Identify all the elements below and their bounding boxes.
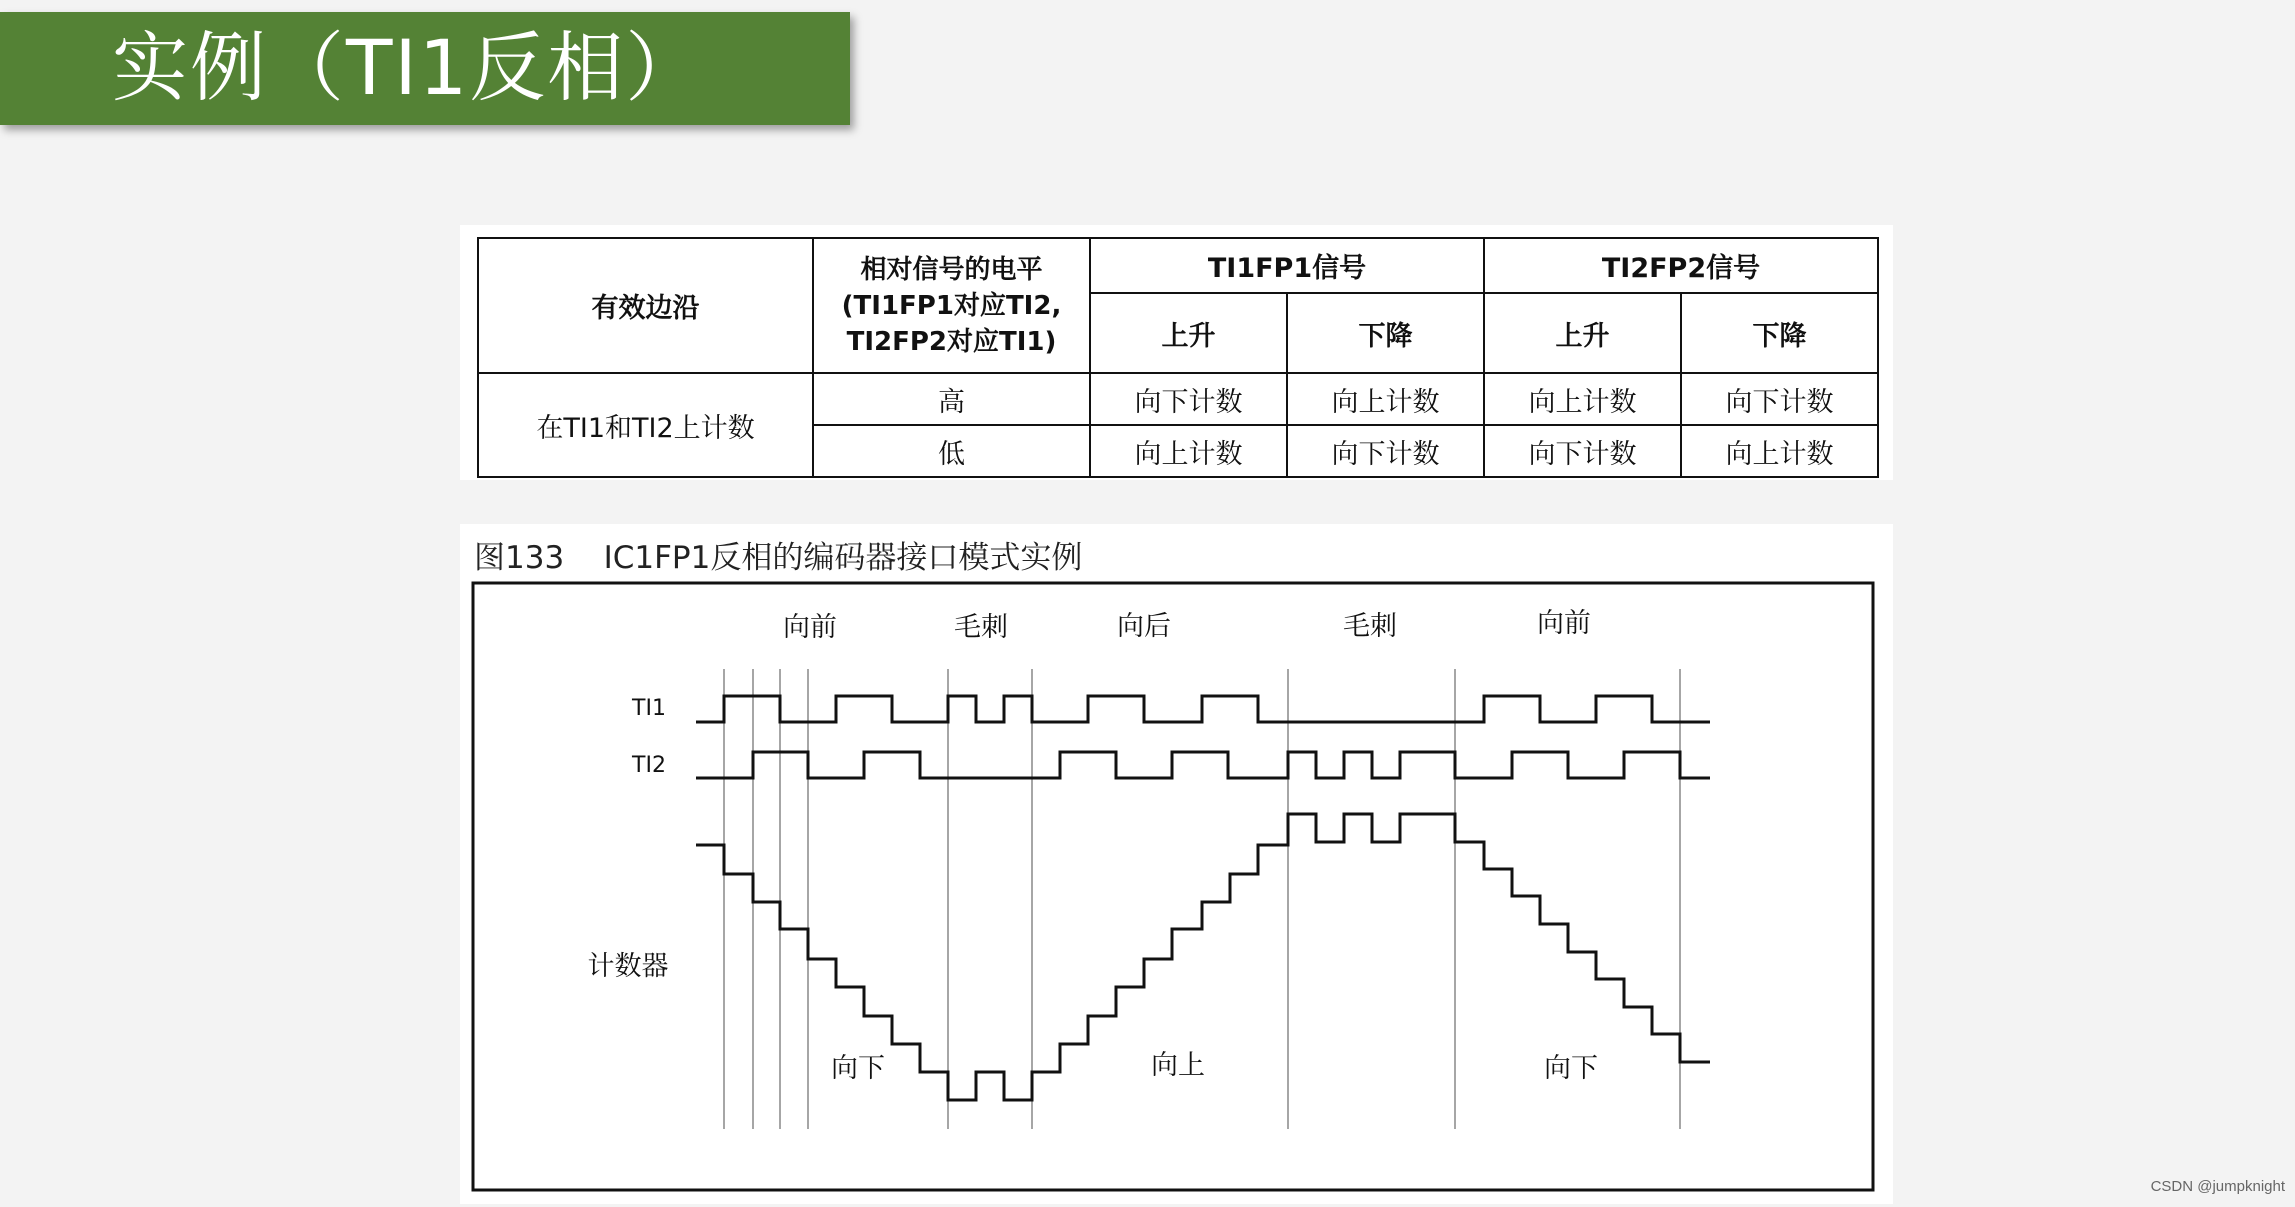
header-relative-level-note1: (TI1FP1对应TI2, <box>841 290 1062 321</box>
subheader-ti1fp1-rising: 上升 <box>1090 293 1287 373</box>
header-relative-level-note2: TI2FP2对应TI1) <box>846 326 1057 357</box>
signal-label-ti2: TI2 <box>632 753 666 778</box>
label-glitch-1: 毛刺 <box>954 612 1008 643</box>
signal-label-ti1: TI1 <box>632 696 666 721</box>
header-effective-edge: 有效边沿 <box>478 238 813 373</box>
timing-diagram <box>460 524 1893 1204</box>
rule-table-panel <box>460 225 1893 480</box>
header-relative-level-title: 相对信号的电平 <box>860 254 1043 285</box>
encoder-rule-table <box>477 237 1879 478</box>
slide-title: 实例（TI1反相） <box>112 23 704 112</box>
table-cell: 向上计数 <box>1090 425 1287 477</box>
table-cell: 向下计数 <box>1681 373 1878 425</box>
figure-caption: 图133 IC1FP1反相的编码器接口模式实例 <box>474 540 1083 576</box>
row-label-count-both: 在TI1和TI2上计数 <box>478 373 813 477</box>
ti2-waveform <box>696 752 1710 778</box>
header-ti2fp2-signal: TI2FP2信号 <box>1484 238 1878 293</box>
csdn-watermark: CSDN @jumpknight <box>2150 1178 2285 1195</box>
title-banner <box>0 12 850 125</box>
table-cell: 向下计数 <box>1484 425 1681 477</box>
table-row <box>478 373 1878 425</box>
subheader-ti2fp2-rising: 上升 <box>1484 293 1681 373</box>
label-forward-2: 向前 <box>1537 608 1591 639</box>
header-relative-level <box>813 238 1090 373</box>
table-cell: 向上计数 <box>1287 373 1484 425</box>
label-backward: 向后 <box>1117 611 1171 642</box>
label-forward-1: 向前 <box>783 612 837 643</box>
timing-figure-panel <box>460 524 1893 1204</box>
level-low: 低 <box>813 425 1090 477</box>
label-glitch-2: 毛刺 <box>1343 611 1397 642</box>
counter-label: 计数器 <box>587 951 669 982</box>
subheader-ti1fp1-falling: 下降 <box>1287 293 1484 373</box>
direction-down-2: 向下 <box>1544 1053 1598 1084</box>
level-high: 高 <box>813 373 1090 425</box>
table-cell: 向下计数 <box>1287 425 1484 477</box>
direction-down-1: 向下 <box>831 1053 885 1084</box>
direction-up: 向上 <box>1151 1050 1205 1081</box>
subheader-ti2fp2-falling: 下降 <box>1681 293 1878 373</box>
table-cell: 向上计数 <box>1681 425 1878 477</box>
ti1-waveform <box>696 696 1710 722</box>
table-cell: 向下计数 <box>1090 373 1287 425</box>
diagram-frame <box>473 583 1873 1190</box>
table-cell: 向上计数 <box>1484 373 1681 425</box>
header-ti1fp1-signal: TI1FP1信号 <box>1090 238 1484 293</box>
